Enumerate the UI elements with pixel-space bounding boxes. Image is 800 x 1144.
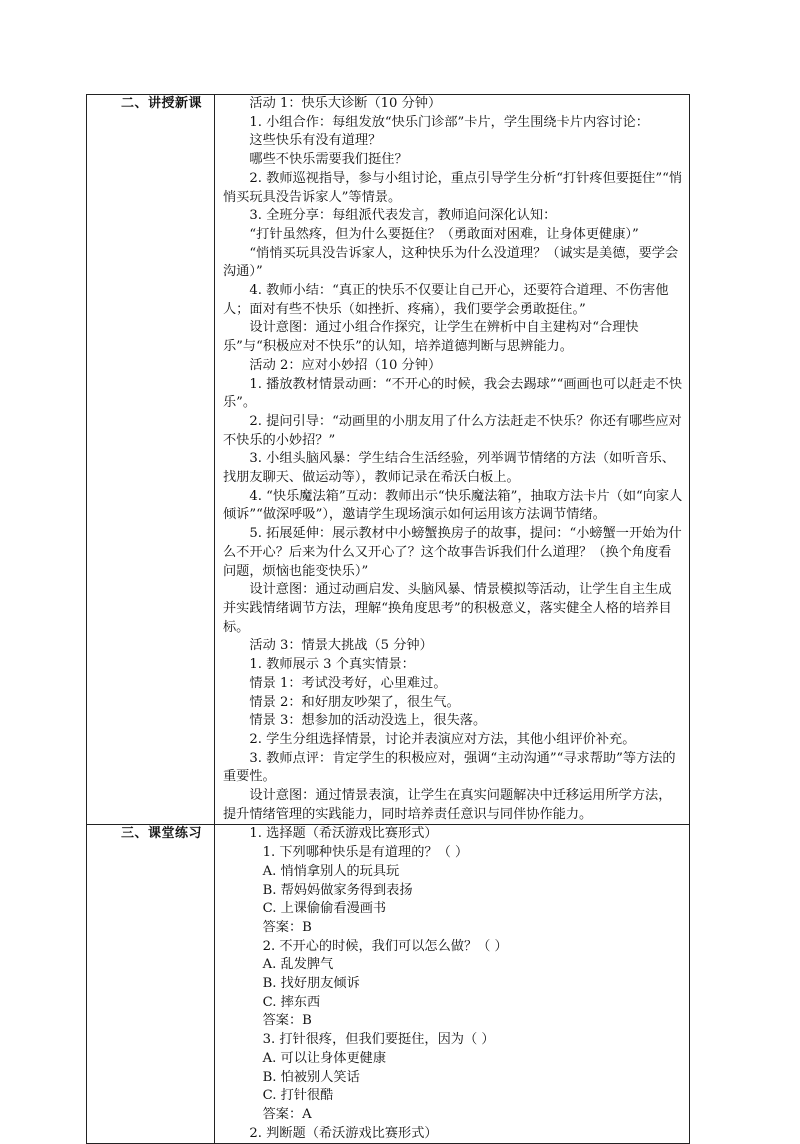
section-content-teaching	[215, 95, 690, 825]
paragraph: 设计意图：通过动画启发、头脑风暴、情景模拟等活动，让学生自主生成并实践情绪调节方法，理解“换角度思考”的积极意义，落实健全人格的培养目标。	[223, 582, 672, 635]
paragraph: 哪些不快乐需要我们挺住？	[249, 152, 408, 168]
paragraph: 情景 1：考试没考好，心里难过。	[249, 675, 447, 691]
lesson-plan-table	[86, 94, 690, 1144]
paragraph: 活动 1：快乐大诊断（10 分钟）	[249, 96, 442, 111]
paragraph: 1. 教师展示 3 个真实情景：	[249, 657, 415, 673]
paragraph: C. 摔东西	[262, 994, 321, 1010]
section-label-cell	[87, 825, 215, 1144]
paragraph: 5. 拓展延伸：展示教材中小螃蟹换房子的故事，提问：“小螃蟹一开始为什么不开心？后来为什么又开心了？这个故事告诉我们什么道理？（换个角度看问题，烦恼也能变快乐）”	[223, 526, 682, 579]
paragraph: 情景 3：想参加的活动没选上，很失落。	[249, 713, 487, 729]
paragraph: 2. 教师巡视指导，参与小组讨论，重点引导学生分析“打针疼但要挺住”“悄悄买玩具没告诉家人”等情景。	[223, 170, 683, 205]
section-body	[223, 95, 683, 824]
paragraph: 答案：A	[262, 1106, 312, 1122]
paragraph: 设计意图：通过小组合作探究，让学生在辨析中自主建构对“合理快乐”与“积极应对不快乐”的认知，培养道德判断与思辨能力。	[223, 320, 639, 355]
paragraph: 设计意图：通过情景表演，让学生在真实问题解决中迁移运用所学方法，提升情绪管理的实践能力，同时培养责任意识与同伴协作能力。	[223, 788, 672, 822]
paragraph: 答案：B	[262, 919, 312, 935]
section-body	[223, 825, 683, 1143]
paragraph: 3. 打针很疼，但我们要挺住，因为（ ）	[262, 1032, 495, 1048]
paragraph: C. 打针很酷	[262, 1088, 334, 1104]
paragraph: 答案：B	[262, 1013, 312, 1029]
paragraph: 2. 学生分组选择情景，讨论并表演应对方法，其他小组评价补充。	[249, 731, 636, 747]
paragraph: 1. 下列哪种快乐是有道理的？（ ）	[262, 845, 469, 861]
paragraph: 3. 全班分享：每组派代表发言，教师追问深化认知：	[249, 208, 557, 224]
section-label-cell	[87, 95, 215, 825]
paragraph: 3. 小组头脑风暴：学生结合生活经验，列举调节情绪的方法（如听音乐、找朋友聊天、做运动等），教师记录在希沃白板上。	[223, 451, 675, 486]
paragraph: “悄悄买玩具没告诉家人，这种快乐为什么没道理？（诚实是美德，要学会沟通）”	[223, 245, 679, 280]
paragraph: A. 可以让身体更健康	[262, 1050, 387, 1066]
section-label-practice: 三、课堂练习	[120, 826, 202, 842]
paragraph: 1. 小组合作：每组发放“快乐门诊部”卡片，学生围绕卡片内容讨论：	[249, 114, 649, 130]
paragraph: 2. 判断题（希沃游戏比赛形式）	[249, 1125, 438, 1141]
paragraph: 情景 2：和好朋友吵架了，很生气。	[249, 694, 460, 710]
paragraph: B. 找好朋友倾诉	[262, 976, 360, 992]
paragraph: 2. 提问引导：“动画里的小朋友用了什么方法赶走不快乐？你还有哪些应对不快乐的小妙招？”	[223, 413, 682, 448]
paragraph: “打针虽然疼，但为什么要挺住？（勇敢面对困难，让身体更健康）”	[249, 226, 639, 242]
paragraph: A. 乱发脾气	[262, 957, 334, 973]
section-label-teaching: 二、讲授新课	[120, 96, 202, 111]
paragraph: B. 怕被别人笑话	[262, 1069, 360, 1085]
section-row-practice	[87, 825, 690, 1144]
paragraph: 4. 教师小结：“真正的快乐不仅要让自己开心，还要符合道理、不伤害他人；面对有些不快乐（如挫折、疼痛），我们要学会勇敢挺住。”	[223, 283, 669, 317]
paragraph: 4. “快乐魔法箱”互动：教师出示“快乐魔法箱”，抽取方法卡片（如“向家人倾诉”“做深呼吸”），邀请学生现场演示如何运用该方法调节情绪。	[223, 488, 683, 523]
section-content-practice	[215, 825, 690, 1144]
paragraph: 活动 3：情景大挑战（5 分钟）	[249, 638, 433, 654]
paragraph: 1. 播放教材情景动画：“不开心的时候，我会去踢球”“画画也可以赶走不快乐”。	[223, 376, 683, 411]
paragraph: 2. 不开心的时候，我们可以怎么做？（ ）	[262, 938, 508, 954]
paragraph: B. 帮妈妈做家务得到表扬	[262, 882, 413, 898]
paragraph: C. 上课偷偷看漫画书	[262, 901, 387, 917]
paragraph: 活动 2：应对小妙招（10 分钟）	[249, 357, 442, 373]
paragraph: 3. 教师点评：肯定学生的积极应对，强调“主动沟通”“寻求帮助”等方法的重要性。	[223, 750, 676, 785]
paragraph: 这些快乐有没有道理？	[249, 133, 382, 149]
paragraph: A. 悄悄拿别人的玩具玩	[262, 863, 400, 879]
section-row-teaching	[87, 95, 690, 825]
paragraph: 1. 选择题（希沃游戏比赛形式）	[249, 826, 438, 842]
